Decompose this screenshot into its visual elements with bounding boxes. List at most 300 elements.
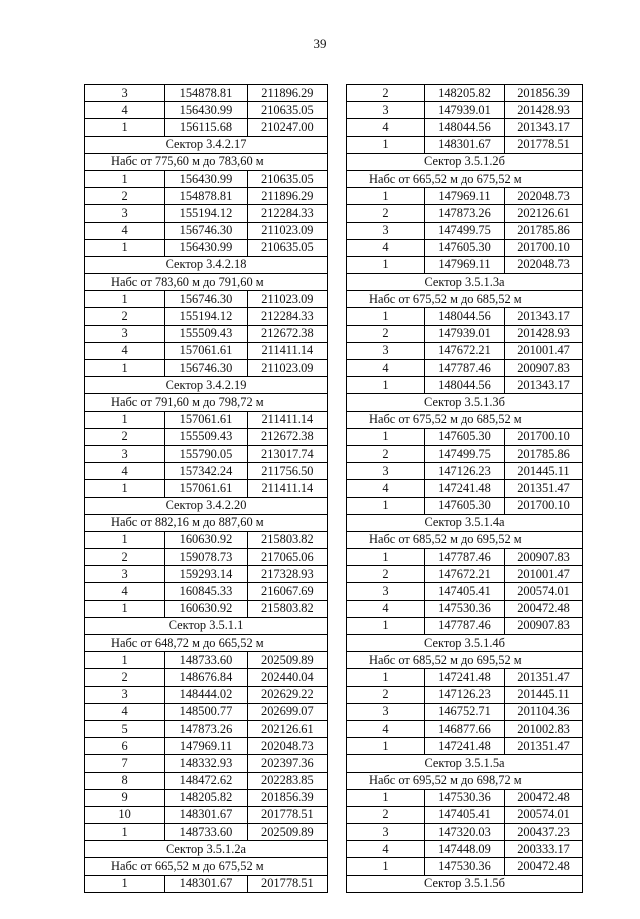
x-coordinate-cell: 148472.62 bbox=[165, 772, 247, 789]
coordinate-row bbox=[85, 583, 328, 600]
y-coordinate-cell: 202509.89 bbox=[247, 652, 327, 669]
y-coordinate-cell: 201700.10 bbox=[505, 428, 583, 445]
coordinate-row bbox=[85, 222, 328, 239]
coordinate-row bbox=[85, 720, 328, 737]
height-range-row bbox=[85, 153, 328, 170]
point-number-cell: 2 bbox=[347, 445, 425, 462]
y-coordinate-cell: 216067.69 bbox=[247, 583, 327, 600]
coordinate-row bbox=[347, 308, 583, 325]
y-coordinate-cell: 202048.73 bbox=[247, 738, 327, 755]
sector-heading: Сектор 3.4.2.19 bbox=[85, 377, 328, 394]
coordinate-row bbox=[347, 669, 583, 686]
x-coordinate-cell: 156746.30 bbox=[165, 360, 247, 377]
point-number-cell: 1 bbox=[347, 377, 425, 394]
y-coordinate-cell: 210635.05 bbox=[247, 102, 327, 119]
coordinate-row bbox=[85, 549, 328, 566]
y-coordinate-cell: 217328.93 bbox=[247, 566, 327, 583]
x-coordinate-cell: 156430.99 bbox=[165, 170, 247, 187]
x-coordinate-cell: 155194.12 bbox=[165, 205, 247, 222]
coordinate-row bbox=[85, 652, 328, 669]
y-coordinate-cell: 201002.83 bbox=[505, 720, 583, 737]
coordinate-row bbox=[85, 772, 328, 789]
point-number-cell: 10 bbox=[85, 806, 165, 823]
x-coordinate-cell: 147241.48 bbox=[424, 669, 504, 686]
coordinate-row bbox=[85, 755, 328, 772]
point-number-cell: 4 bbox=[85, 583, 165, 600]
x-coordinate-cell: 147241.48 bbox=[424, 738, 504, 755]
x-coordinate-cell: 147405.41 bbox=[424, 583, 504, 600]
x-coordinate-cell: 147126.23 bbox=[424, 463, 504, 480]
x-coordinate-cell: 147969.11 bbox=[424, 188, 504, 205]
y-coordinate-cell: 212672.38 bbox=[247, 325, 327, 342]
y-coordinate-cell: 211023.09 bbox=[247, 360, 327, 377]
y-coordinate-cell: 211411.14 bbox=[247, 480, 327, 497]
y-coordinate-cell: 202629.22 bbox=[247, 686, 327, 703]
height-range: Набс от 685,52 м до 695,52 м bbox=[347, 531, 583, 548]
coordinate-row bbox=[85, 188, 328, 205]
x-coordinate-cell: 147787.46 bbox=[424, 549, 504, 566]
coordinate-row bbox=[347, 342, 583, 359]
coordinate-row bbox=[347, 428, 583, 445]
x-coordinate-cell: 147530.36 bbox=[424, 600, 504, 617]
y-coordinate-cell: 201351.47 bbox=[505, 738, 583, 755]
x-coordinate-cell: 157061.61 bbox=[165, 342, 247, 359]
y-coordinate-cell: 211411.14 bbox=[247, 342, 327, 359]
sector-heading: Сектор 3.5.1.5б bbox=[347, 875, 583, 892]
coordinate-row bbox=[85, 239, 328, 256]
y-coordinate-cell: 202440.04 bbox=[247, 669, 327, 686]
x-coordinate-cell: 160845.33 bbox=[165, 583, 247, 600]
y-coordinate-cell: 201104.36 bbox=[505, 703, 583, 720]
point-number-cell: 1 bbox=[85, 119, 165, 136]
point-number-cell: 3 bbox=[85, 85, 165, 102]
point-number-cell: 1 bbox=[347, 497, 425, 514]
y-coordinate-cell: 201785.86 bbox=[505, 445, 583, 462]
x-coordinate-cell: 155194.12 bbox=[165, 308, 247, 325]
height-range: Набс от 695,52 м до 698,72 м bbox=[347, 772, 583, 789]
x-coordinate-cell: 154878.81 bbox=[165, 85, 247, 102]
sector-heading-row bbox=[85, 841, 328, 858]
sector-heading: Сектор 3.5.1.4а bbox=[347, 514, 583, 531]
height-range: Набс от 675,52 м до 685,52 м bbox=[347, 411, 583, 428]
y-coordinate-cell: 211756.50 bbox=[247, 463, 327, 480]
sector-heading-row bbox=[347, 755, 583, 772]
coordinate-row bbox=[347, 360, 583, 377]
x-coordinate-cell: 147672.21 bbox=[424, 566, 504, 583]
coordinate-row bbox=[85, 824, 328, 841]
coordinate-row bbox=[85, 119, 328, 136]
height-range: Набс от 783,60 м до 791,60 м bbox=[85, 274, 328, 291]
point-number-cell: 8 bbox=[85, 772, 165, 789]
y-coordinate-cell: 200333.17 bbox=[505, 841, 583, 858]
point-number-cell: 2 bbox=[347, 686, 425, 703]
sector-heading: Сектор 3.4.2.17 bbox=[85, 136, 328, 153]
sector-heading-row bbox=[347, 514, 583, 531]
coordinate-row bbox=[85, 428, 328, 445]
coordinate-row bbox=[85, 411, 328, 428]
sector-heading: Сектор 3.4.2.18 bbox=[85, 256, 328, 273]
coordinate-row bbox=[347, 806, 583, 823]
x-coordinate-cell: 157061.61 bbox=[165, 411, 247, 428]
sector-heading-row bbox=[85, 256, 328, 273]
y-coordinate-cell: 201343.17 bbox=[505, 119, 583, 136]
point-number-cell: 2 bbox=[85, 428, 165, 445]
point-number-cell: 3 bbox=[85, 325, 165, 342]
x-coordinate-cell: 147605.30 bbox=[424, 239, 504, 256]
y-coordinate-cell: 200907.83 bbox=[505, 617, 583, 634]
left-table-body bbox=[85, 85, 328, 893]
y-coordinate-cell: 212284.33 bbox=[247, 205, 327, 222]
x-coordinate-cell: 147241.48 bbox=[424, 480, 504, 497]
y-coordinate-cell: 211023.09 bbox=[247, 222, 327, 239]
x-coordinate-cell: 156430.99 bbox=[165, 102, 247, 119]
y-coordinate-cell: 201428.93 bbox=[505, 102, 583, 119]
height-range: Набс от 882,16 м до 887,60 м bbox=[85, 514, 328, 531]
x-coordinate-cell: 148044.56 bbox=[424, 119, 504, 136]
point-number-cell: 2 bbox=[85, 549, 165, 566]
point-number-cell: 4 bbox=[347, 239, 425, 256]
height-range-row bbox=[347, 411, 583, 428]
sector-heading-row bbox=[347, 875, 583, 892]
right-coordinates-table bbox=[346, 84, 583, 893]
x-coordinate-cell: 148733.60 bbox=[165, 652, 247, 669]
coordinate-row bbox=[85, 445, 328, 462]
point-number-cell: 1 bbox=[85, 411, 165, 428]
point-number-cell: 3 bbox=[85, 686, 165, 703]
point-number-cell: 4 bbox=[85, 342, 165, 359]
height-range: Набс от 685,52 м до 695,52 м bbox=[347, 652, 583, 669]
point-number-cell: 4 bbox=[85, 703, 165, 720]
sector-heading: Сектор 3.5.1.1 bbox=[85, 617, 328, 634]
coordinate-row bbox=[347, 617, 583, 634]
coordinate-row bbox=[85, 342, 328, 359]
point-number-cell: 4 bbox=[347, 480, 425, 497]
coordinate-row bbox=[347, 566, 583, 583]
point-number-cell: 1 bbox=[85, 360, 165, 377]
point-number-cell: 2 bbox=[347, 205, 425, 222]
y-coordinate-cell: 202126.61 bbox=[247, 720, 327, 737]
point-number-cell: 1 bbox=[347, 669, 425, 686]
y-coordinate-cell: 201785.86 bbox=[505, 222, 583, 239]
point-number-cell: 7 bbox=[85, 755, 165, 772]
point-number-cell: 4 bbox=[85, 222, 165, 239]
point-number-cell: 1 bbox=[347, 188, 425, 205]
x-coordinate-cell: 148301.67 bbox=[424, 136, 504, 153]
height-range-row bbox=[347, 291, 583, 308]
coordinate-row bbox=[347, 85, 583, 102]
height-range-row bbox=[85, 274, 328, 291]
point-number-cell: 3 bbox=[347, 583, 425, 600]
y-coordinate-cell: 201445.11 bbox=[505, 686, 583, 703]
point-number-cell: 1 bbox=[347, 256, 425, 273]
coordinate-row bbox=[347, 703, 583, 720]
coordinate-row bbox=[85, 669, 328, 686]
height-range: Набс от 665,52 м до 675,52 м bbox=[347, 170, 583, 187]
sector-heading-row bbox=[85, 617, 328, 634]
x-coordinate-cell: 156430.99 bbox=[165, 239, 247, 256]
y-coordinate-cell: 217065.06 bbox=[247, 549, 327, 566]
x-coordinate-cell: 147530.36 bbox=[424, 789, 504, 806]
y-coordinate-cell: 212284.33 bbox=[247, 308, 327, 325]
x-coordinate-cell: 147448.09 bbox=[424, 841, 504, 858]
coordinate-row bbox=[347, 136, 583, 153]
coordinate-row bbox=[85, 806, 328, 823]
x-coordinate-cell: 147605.30 bbox=[424, 497, 504, 514]
x-coordinate-cell: 147499.75 bbox=[424, 445, 504, 462]
coordinate-row bbox=[347, 720, 583, 737]
coordinate-row bbox=[85, 325, 328, 342]
point-number-cell: 3 bbox=[347, 222, 425, 239]
point-number-cell: 6 bbox=[85, 738, 165, 755]
coordinate-row bbox=[347, 583, 583, 600]
height-range-row bbox=[85, 514, 328, 531]
y-coordinate-cell: 200907.83 bbox=[505, 360, 583, 377]
coordinate-row bbox=[347, 686, 583, 703]
point-number-cell: 1 bbox=[85, 291, 165, 308]
point-number-cell: 3 bbox=[85, 566, 165, 583]
coordinate-row bbox=[347, 789, 583, 806]
x-coordinate-cell: 155509.43 bbox=[165, 428, 247, 445]
height-range-row bbox=[85, 858, 328, 875]
x-coordinate-cell: 148044.56 bbox=[424, 308, 504, 325]
point-number-cell: 1 bbox=[85, 652, 165, 669]
coordinate-row bbox=[85, 686, 328, 703]
x-coordinate-cell: 147939.01 bbox=[424, 102, 504, 119]
point-number-cell: 3 bbox=[347, 703, 425, 720]
coordinate-row bbox=[85, 789, 328, 806]
coordinate-row bbox=[85, 205, 328, 222]
y-coordinate-cell: 201351.47 bbox=[505, 669, 583, 686]
point-number-cell: 1 bbox=[347, 308, 425, 325]
coordinate-row bbox=[347, 824, 583, 841]
point-number-cell: 4 bbox=[347, 720, 425, 737]
y-coordinate-cell: 211023.09 bbox=[247, 291, 327, 308]
x-coordinate-cell: 147126.23 bbox=[424, 686, 504, 703]
point-number-cell: 1 bbox=[85, 480, 165, 497]
x-coordinate-cell: 147939.01 bbox=[424, 325, 504, 342]
x-coordinate-cell: 147499.75 bbox=[424, 222, 504, 239]
y-coordinate-cell: 215803.82 bbox=[247, 531, 327, 548]
coordinate-row bbox=[347, 463, 583, 480]
coordinate-row bbox=[347, 445, 583, 462]
point-number-cell: 1 bbox=[347, 789, 425, 806]
x-coordinate-cell: 147530.36 bbox=[424, 858, 504, 875]
y-coordinate-cell: 201001.47 bbox=[505, 342, 583, 359]
x-coordinate-cell: 147969.11 bbox=[424, 256, 504, 273]
coordinate-row bbox=[85, 480, 328, 497]
point-number-cell: 3 bbox=[347, 824, 425, 841]
coordinate-row bbox=[347, 600, 583, 617]
x-coordinate-cell: 147873.26 bbox=[165, 720, 247, 737]
x-coordinate-cell: 156746.30 bbox=[165, 291, 247, 308]
y-coordinate-cell: 202048.73 bbox=[505, 188, 583, 205]
point-number-cell: 3 bbox=[347, 102, 425, 119]
x-coordinate-cell: 147873.26 bbox=[424, 205, 504, 222]
y-coordinate-cell: 201445.11 bbox=[505, 463, 583, 480]
coordinate-row bbox=[85, 531, 328, 548]
x-coordinate-cell: 160630.92 bbox=[165, 531, 247, 548]
y-coordinate-cell: 200472.48 bbox=[505, 858, 583, 875]
point-number-cell: 4 bbox=[347, 119, 425, 136]
x-coordinate-cell: 157061.61 bbox=[165, 480, 247, 497]
coordinate-row bbox=[347, 377, 583, 394]
point-number-cell: 9 bbox=[85, 789, 165, 806]
coordinate-row bbox=[347, 480, 583, 497]
y-coordinate-cell: 201700.10 bbox=[505, 239, 583, 256]
sector-heading: Сектор 3.5.1.3а bbox=[347, 274, 583, 291]
y-coordinate-cell: 213017.74 bbox=[247, 445, 327, 462]
x-coordinate-cell: 147672.21 bbox=[424, 342, 504, 359]
x-coordinate-cell: 148301.67 bbox=[165, 806, 247, 823]
y-coordinate-cell: 210247.00 bbox=[247, 119, 327, 136]
y-coordinate-cell: 202126.61 bbox=[505, 205, 583, 222]
point-number-cell: 2 bbox=[347, 566, 425, 583]
height-range: Набс от 675,52 м до 685,52 м bbox=[347, 291, 583, 308]
y-coordinate-cell: 200472.48 bbox=[505, 789, 583, 806]
point-number-cell: 1 bbox=[347, 549, 425, 566]
x-coordinate-cell: 148500.77 bbox=[165, 703, 247, 720]
coordinate-row bbox=[347, 841, 583, 858]
y-coordinate-cell: 210635.05 bbox=[247, 170, 327, 187]
point-number-cell: 3 bbox=[85, 205, 165, 222]
x-coordinate-cell: 148733.60 bbox=[165, 824, 247, 841]
sector-heading: Сектор 3.5.1.3б bbox=[347, 394, 583, 411]
height-range-row bbox=[347, 170, 583, 187]
point-number-cell: 1 bbox=[347, 617, 425, 634]
sector-heading-row bbox=[347, 274, 583, 291]
y-coordinate-cell: 201778.51 bbox=[505, 136, 583, 153]
y-coordinate-cell: 200907.83 bbox=[505, 549, 583, 566]
y-coordinate-cell: 201700.10 bbox=[505, 497, 583, 514]
point-number-cell: 4 bbox=[347, 360, 425, 377]
point-number-cell: 2 bbox=[85, 188, 165, 205]
y-coordinate-cell: 200574.01 bbox=[505, 583, 583, 600]
point-number-cell: 1 bbox=[85, 170, 165, 187]
point-number-cell: 3 bbox=[347, 342, 425, 359]
height-range: Набс от 791,60 м до 798,72 м bbox=[85, 394, 328, 411]
point-number-cell: 4 bbox=[85, 102, 165, 119]
coordinate-row bbox=[85, 738, 328, 755]
x-coordinate-cell: 156115.68 bbox=[165, 119, 247, 136]
x-coordinate-cell: 148301.67 bbox=[165, 875, 247, 892]
sector-heading-row bbox=[347, 153, 583, 170]
coordinate-row bbox=[347, 549, 583, 566]
point-number-cell: 3 bbox=[347, 463, 425, 480]
x-coordinate-cell: 146752.71 bbox=[424, 703, 504, 720]
x-coordinate-cell: 159293.14 bbox=[165, 566, 247, 583]
point-number-cell: 1 bbox=[347, 858, 425, 875]
left-coordinates-table bbox=[84, 84, 328, 893]
y-coordinate-cell: 201856.39 bbox=[505, 85, 583, 102]
x-coordinate-cell: 148444.02 bbox=[165, 686, 247, 703]
y-coordinate-cell: 210635.05 bbox=[247, 239, 327, 256]
point-number-cell: 4 bbox=[347, 600, 425, 617]
y-coordinate-cell: 201778.51 bbox=[247, 806, 327, 823]
point-number-cell: 2 bbox=[85, 669, 165, 686]
y-coordinate-cell: 202509.89 bbox=[247, 824, 327, 841]
sector-heading: Сектор 3.5.1.5а bbox=[347, 755, 583, 772]
right-table-body bbox=[347, 85, 583, 893]
coordinate-row bbox=[347, 102, 583, 119]
point-number-cell: 1 bbox=[347, 428, 425, 445]
coordinate-row bbox=[85, 85, 328, 102]
coordinate-row bbox=[85, 600, 328, 617]
x-coordinate-cell: 147969.11 bbox=[165, 738, 247, 755]
point-number-cell: 2 bbox=[85, 308, 165, 325]
x-coordinate-cell: 156746.30 bbox=[165, 222, 247, 239]
height-range-row bbox=[347, 531, 583, 548]
x-coordinate-cell: 146877.66 bbox=[424, 720, 504, 737]
x-coordinate-cell: 160630.92 bbox=[165, 600, 247, 617]
y-coordinate-cell: 211896.29 bbox=[247, 85, 327, 102]
x-coordinate-cell: 148332.93 bbox=[165, 755, 247, 772]
coordinate-row bbox=[347, 858, 583, 875]
y-coordinate-cell: 200574.01 bbox=[505, 806, 583, 823]
point-number-cell: 2 bbox=[347, 85, 425, 102]
y-coordinate-cell: 212672.38 bbox=[247, 428, 327, 445]
coordinate-row bbox=[347, 256, 583, 273]
sector-heading: Сектор 3.5.1.4б bbox=[347, 635, 583, 652]
coordinate-row bbox=[85, 463, 328, 480]
sector-heading: Сектор 3.5.1.2б bbox=[347, 153, 583, 170]
coordinate-row bbox=[85, 170, 328, 187]
y-coordinate-cell: 202397.36 bbox=[247, 755, 327, 772]
height-range-row bbox=[85, 394, 328, 411]
y-coordinate-cell: 201343.17 bbox=[505, 377, 583, 394]
point-number-cell: 1 bbox=[85, 875, 165, 892]
coordinate-row bbox=[85, 566, 328, 583]
y-coordinate-cell: 202699.07 bbox=[247, 703, 327, 720]
coordinate-row bbox=[347, 738, 583, 755]
y-coordinate-cell: 201001.47 bbox=[505, 566, 583, 583]
point-number-cell: 1 bbox=[347, 738, 425, 755]
x-coordinate-cell: 147787.46 bbox=[424, 617, 504, 634]
y-coordinate-cell: 200437.23 bbox=[505, 824, 583, 841]
coordinate-row bbox=[347, 239, 583, 256]
coordinate-row bbox=[347, 325, 583, 342]
coordinate-row bbox=[347, 205, 583, 222]
y-coordinate-cell: 202283.85 bbox=[247, 772, 327, 789]
y-coordinate-cell: 211411.14 bbox=[247, 411, 327, 428]
height-range: Набс от 648,72 м до 665,52 м bbox=[85, 635, 328, 652]
x-coordinate-cell: 154878.81 bbox=[165, 188, 247, 205]
x-coordinate-cell: 155509.43 bbox=[165, 325, 247, 342]
y-coordinate-cell: 201428.93 bbox=[505, 325, 583, 342]
point-number-cell: 1 bbox=[85, 600, 165, 617]
x-coordinate-cell: 148205.82 bbox=[424, 85, 504, 102]
sector-heading-row bbox=[85, 497, 328, 514]
height-range: Набс от 665,52 м до 675,52 м bbox=[85, 858, 328, 875]
sector-heading: Сектор 3.4.2.20 bbox=[85, 497, 328, 514]
coordinate-row bbox=[85, 308, 328, 325]
coordinate-row bbox=[85, 703, 328, 720]
y-coordinate-cell: 201778.51 bbox=[247, 875, 327, 892]
coordinate-row bbox=[347, 119, 583, 136]
x-coordinate-cell: 148044.56 bbox=[424, 377, 504, 394]
sector-heading-row bbox=[347, 394, 583, 411]
x-coordinate-cell: 157342.24 bbox=[165, 463, 247, 480]
point-number-cell: 2 bbox=[347, 806, 425, 823]
coordinate-row bbox=[347, 497, 583, 514]
y-coordinate-cell: 201351.47 bbox=[505, 480, 583, 497]
point-number-cell: 3 bbox=[85, 445, 165, 462]
coordinate-row bbox=[347, 188, 583, 205]
coordinate-row bbox=[85, 291, 328, 308]
coordinate-row bbox=[85, 360, 328, 377]
x-coordinate-cell: 155790.05 bbox=[165, 445, 247, 462]
y-coordinate-cell: 201856.39 bbox=[247, 789, 327, 806]
sector-heading-row bbox=[85, 377, 328, 394]
